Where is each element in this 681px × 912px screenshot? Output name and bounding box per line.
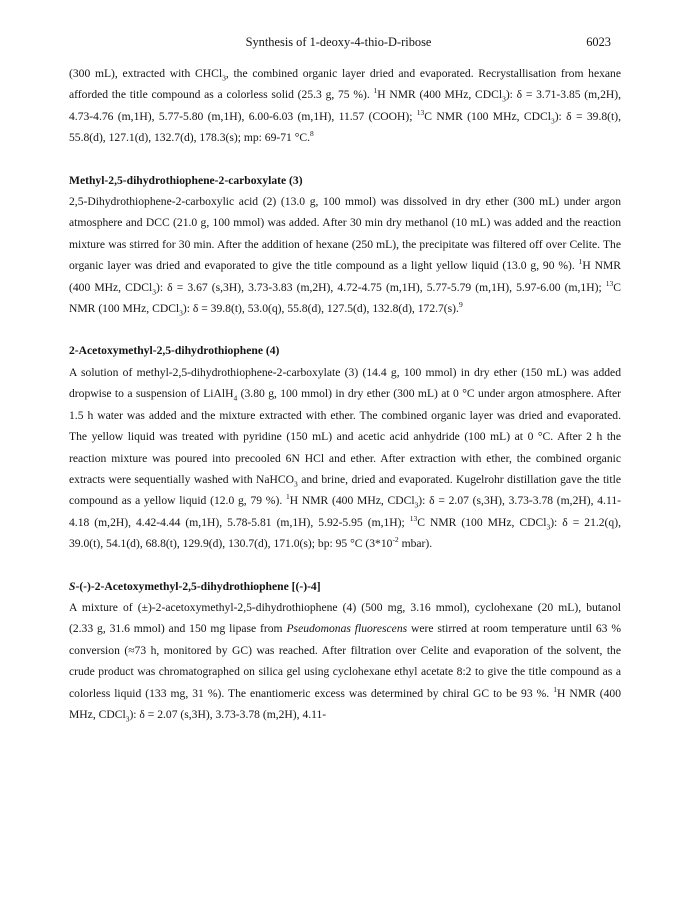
section-paragraph: A solution of methyl-2,5-dihydrothiophene-2-carboxylate (3) (14.4 g, 100 mmol) in dry ether (150 mL) was added dropwise to a suspension of LiAlH$_4$ (3.80 g, 100 mmol) in dry ether (300 mL) at 0 °C under argon atmosphere. After 1.5 h water was added and the mixture extracted with ether. The combined organic layer was dried and evaporated. The yellow liquid was treated with pyridine (150 mL) and acetic acid anhydride (100 mL) at 0 °C. After 2 h the reaction mixture was poured into precooled 6N HCl and ether. After extraction with ether, the combined organic extracts were sequentially washed with NaHCO$_3$ and brine, dried and evaporated. Kugelrohr distillation gave the title compound as a yellow liquid (12.0 g, 79 %). $^1$H NMR (400 MHz, CDCl$_3$): δ = 2.07 (s,3H), 3.73-3.78 (m,2H), 4.11-4.18 (m,2H), 4.42-4.44 (m,1H), 5.78-5.81 (m,1H), 5.92-5.95 (m,1H); $^{13}$C NMR (100 MHz, CDCl$_3$): δ = 21.2(q), 39.0(t), 54.1(d), 68.8(t), 129.9(d), 130.7(d), 171.0(s); bp: 95 °C ($3*10^{-2}$ mbar). (69, 365, 621, 551)
section-heading: S-(-)-2-Acetoxymethyl-2,5-dihydrothiophene [(-)-4] (69, 579, 321, 593)
section-methyl-ester (69, 170, 621, 320)
article-body (69, 63, 621, 725)
intro-paragraph: (300 mL), extracted with CHCl$_3$, the combined organic layer dried and evaporated. Recrystallisation from hexane afforded the title compound as a colorless solid (25.3 g, 75 %). $^1$H NMR (400 MHz, CDCl$_3$): δ = 3.71-3.85 (m,2H), 4.73-4.76 (m,1H), 5.77-5.80 (m,1H), 6.00-6.03 (m,1H), 11.57 (COOH); $^{13}$C NMR (100 MHz, CDCl$_3$): δ = 39.8(t), 55.8(d), 127.1(d), 132.7(d), 178.3(s); mp: 69-71 °C.$^8$ (69, 67, 622, 145)
section-heading: 2-Acetoxymethyl-2,5-dihydrothiophene (4) (69, 344, 280, 358)
section-paragraph: 2,5-Dihydrothiophene-2-carboxylic acid (2) (13.0 g, 100 mmol) was dissolved in dry ether (300 mL) under argon atmosphere and DCC (21.0 g, 100 mmol) was added. After 30 min dry methanol (10 mL) was added and the reaction mixture was stirred for 30 min. After the addition of hexane (250 mL), the precipitate was filtered off over Celite. The organic layer was dried and evaporated to give the title compound as a light yellow liquid (13.0 g, 90 %). $^1$H NMR (400 MHz, CDCl$_3$): δ = 3.67 (s,3H), 3.73-3.83 (m,2H), 4.72-4.75 (m,1H), 5.77-5.79 (m,1H), 5.97-6.00 (m,1H); $^{13}$C NMR (100 MHz, CDCl$_3$): δ = 39.8(t), 53.0(q), 55.8(d), 127.5(d), 132.8(d), 172.7(s).$^9$ (69, 195, 622, 318)
page-header (66, 35, 611, 51)
page-number: 6023 (586, 35, 611, 49)
section-paragraph: A mixture of (±)-2-acetoxymethyl-2,5-dihydrothiophene (4) (500 mg, 3.16 mmol), cyclohexane (20 mL), butanol (2.33 g, 31.6 mmol) and 150 mg lipase from Pseudomonas fluorescens were stirred at room temperature until 63 % conversion (≈73 h, monitored by GC) was reached. After filtration over Celite and evaporation of the solvent, the crude product was chromatographed on silica gel using cyclohexane ethyl acetate 8:2 to give the title compound as a colorless liquid (133 mg, 31 %). The enantiomeric excess was determined by chiral GC to be 93 %. $^1$H NMR (400 MHz, CDCl$_3$): δ = 2.07 (s,3H), 3.73-3.78 (m,2H), 4.11- (69, 600, 621, 724)
section-heading: Methyl-2,5-dihydrothiophene-2-carboxylate (3) (69, 173, 303, 187)
section-s-acetoxymethyl (69, 576, 621, 726)
section-acetoxymethyl (69, 340, 621, 554)
running-title: Synthesis of 1-deoxy-4-thio-D-ribose (245, 35, 432, 49)
